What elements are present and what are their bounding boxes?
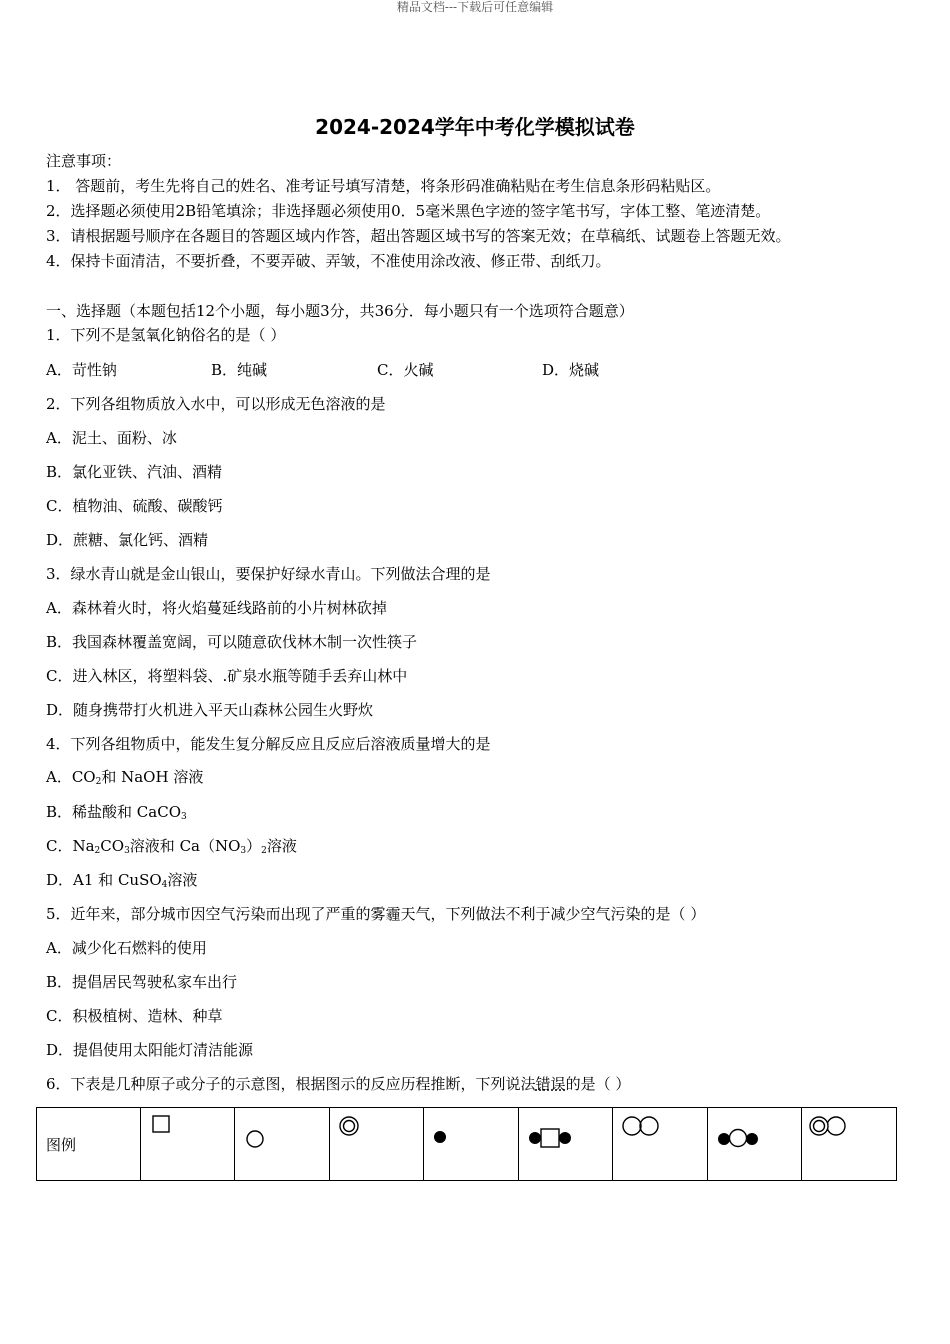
question-stem: 2．下列各组物质放入水中，可以形成无色溶液的是 [46, 395, 386, 413]
double-ring-atom-icon [338, 1114, 364, 1140]
option-b: B．稀盐酸和 CaCO$_3$ [46, 803, 187, 822]
notice-heading: 注意事项： [46, 152, 122, 170]
notice-item: 2．选择题必须使用2B铅笔填涂；非选择题必须使用0．5毫米黑色字迹的签字笔书写，字体工整、笔迹清楚。 [46, 202, 771, 220]
legend-cell [518, 1108, 613, 1181]
page-header: 精品文档---下载后可任意编辑 [396, 0, 554, 14]
question-stem: 5．近年来，部分城市因空气污染而出现了严重的雾霾天气，下列做法不利于减少空气污染的是（ ） [46, 905, 706, 923]
page-title: 2024-2024学年中考化学模拟试卷 [315, 115, 635, 139]
notice-item: 1． 答题前，考生先将自己的姓名、准考证号填写清楚，将条形码准确粘贴在考生信息条形码粘贴区。 [46, 177, 721, 195]
legend-cell [235, 1108, 330, 1181]
option-d: D．A1 和 CuSO$_4$溶液 [46, 871, 198, 890]
molecule-filled-open-filled-icon [716, 1126, 762, 1150]
molecule-two-open-circles-icon [621, 1114, 663, 1140]
question-stem: 6．下表是几种原子或分子的示意图，根据图示的反应历程推断，下列说法错误的是（ ） [46, 1075, 631, 1093]
legend-cell [329, 1108, 424, 1181]
option-c: C．积极植树、造林、种草 [46, 1007, 223, 1025]
option-c: C．$Na_2CO_3$溶液和 $Ca(NO_3)_2$溶液 [46, 837, 297, 856]
option-d: D．提倡使用太阳能灯清洁能源 [46, 1041, 254, 1059]
option-c: C．进入林区，将塑料袋、.矿泉水瓶等随手丢弃山林中 [46, 667, 408, 685]
filled-circle-atom-icon [430, 1126, 454, 1150]
option-d: D．烧碱 [542, 361, 600, 379]
option-a: A．苛性钠 [46, 361, 117, 379]
option-a: A．$CO_2$和 NaOH 溶液 [46, 768, 204, 787]
legend-table [36, 1107, 897, 1181]
option-c: C．火碱 [377, 361, 434, 379]
legend-cell [140, 1108, 235, 1181]
square-atom-icon [151, 1114, 175, 1138]
option-a: A．泥土、面粉、冰 [46, 429, 177, 447]
option-a: A．森林着火时，将火焰蔓延线路前的小片树林砍掉 [46, 599, 387, 617]
question-stem: 1．下列不是氢氧化钠俗名的是（ ） [46, 326, 286, 344]
legend-cell [613, 1108, 708, 1181]
notice-item: 4．保持卡面清洁，不要折叠，不要弄破、弄皱，不准使用涂改液、修正带、刮纸刀。 [46, 252, 611, 270]
emphasis-text: 错误 [535, 1075, 566, 1093]
option-c: C．植物油、硫酸、碳酸钙 [46, 497, 223, 515]
question-stem: 4．下列各组物质中，能发生复分解反应且反应后溶液质量增大的是 [46, 735, 491, 753]
legend-cell [707, 1108, 802, 1181]
option-a: A．减少化石燃料的使用 [46, 939, 207, 957]
option-b: B．纯碱 [211, 361, 268, 379]
section-heading: 一、选择题（本题包括12个小题，每小题3分，共36分．每小题只有一个选项符合题意） [46, 302, 634, 320]
question-stem: 3．绿水青山就是金山银山，要保护好绿水青山。下列做法合理的是 [46, 565, 491, 583]
legend-cell [802, 1108, 897, 1181]
option-b: B．氯化亚铁、汽油、酒精 [46, 463, 223, 481]
option-d: D．随身携带打火机进入平天山森林公园生火野炊 [46, 701, 374, 719]
option-b: B．提倡居民驾驶私家车出行 [46, 973, 238, 991]
option-d: D．蔗糖、氯化钙、酒精 [46, 531, 209, 549]
legend-cell [424, 1108, 519, 1181]
molecule-double-ring-open-circle-icon [808, 1114, 852, 1140]
notice-item: 3．请根据题号顺序在各题目的答题区域内作答，超出答题区域书写的答案无效；在草稿纸、试题卷上答题无效。 [46, 227, 791, 245]
open-circle-atom-icon [245, 1128, 269, 1152]
molecule-filled-square-filled-icon [527, 1126, 577, 1150]
option-b: B．我国森林覆盖宽阔，可以随意砍伐林木制一次性筷子 [46, 633, 418, 651]
legend-label: 图例 [37, 1108, 141, 1181]
